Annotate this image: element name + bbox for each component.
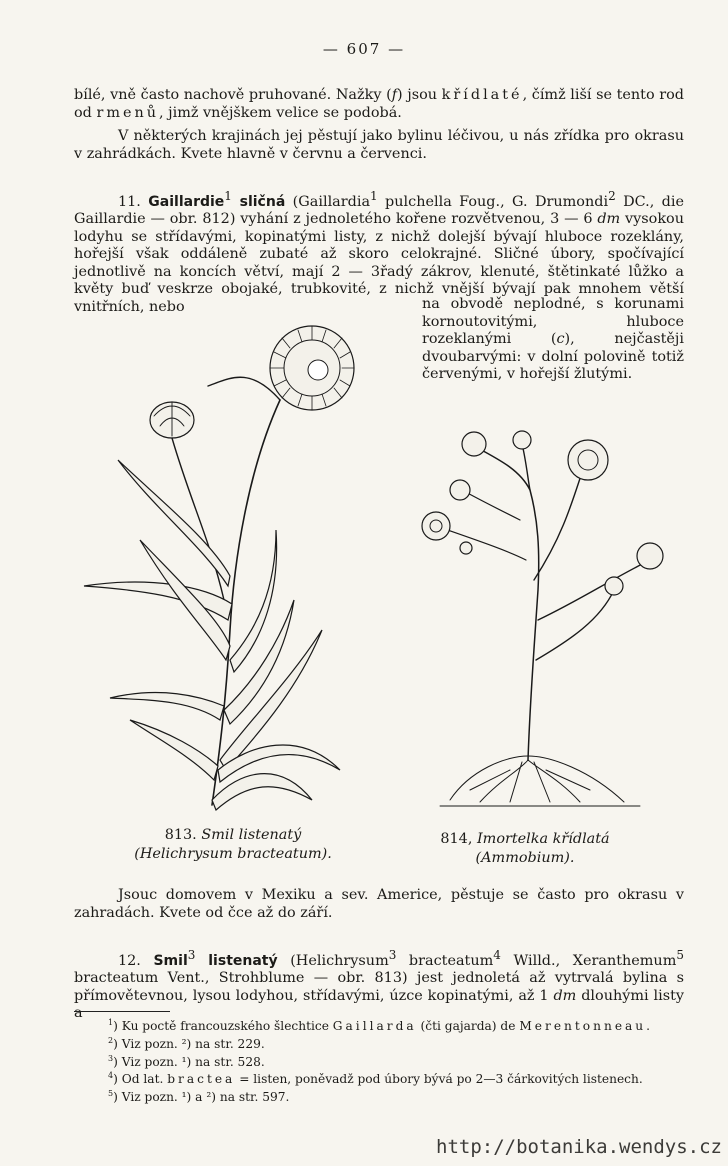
flower-head-icon bbox=[270, 326, 354, 410]
figure-813-caption: 813. Smil listenatý (Helichrysum bracteatum). bbox=[134, 827, 332, 862]
section-12-paragraph: 12. Smil$^3$ listenatý (Helichrysum$^3$ bracteatum$^4$ Willd., Xeranthemum$^5$ bracteatum Vent., Strohblume — obr. 813) jest jednoletá až vytrvalá bylina s přímovětevnou, lysou lodyhou, střídavými, úzce kopinatými, až 1 dm dlouhými listy a bbox=[74, 948, 685, 1022]
leaf-icon bbox=[440, 756, 640, 806]
page-number: — 607 — bbox=[322, 40, 406, 58]
section-heading: Gaillardie bbox=[148, 193, 225, 210]
footnote: $^5$) Viz pozn. ¹) a ²) na str. 597. bbox=[108, 1089, 290, 1105]
footnotes bbox=[108, 1016, 688, 1105]
footnote: $^1$) Ku poctě francouzského šlechtice Gaillarda (čti gajarda) de Merentonneau. bbox=[108, 1018, 651, 1034]
figure-814-caption: 814, Imortelka křídlatá (Ammobium). bbox=[440, 831, 610, 866]
section-11-paragraph: 11. Gaillardie$^1$ sličná (Gaillardia$^1$ pulchella Foug., G. Drumondi$^2$ DC., die Gaillardie — obr. 812) vyhání z jednoletého kořene rozvětvenou, 3 — 6 dm vysokou lodyhu se střídavými, kopinatými listy, z nichž dolejší bývají hluboce rozeklány, hořejší však oddáleně zubaté až skoro celokrajné. Sličné úbory, spočívající jednotlivě na koncích větví, mají 2 — 3řadý zákrov, klenuté, štětinkaté lůžko a květy buď veskrze obojaké, trubkovité, z nichž vnější bývají pak mnohem větší vnitřních, nebo bbox=[74, 189, 684, 315]
figure-813-illustration bbox=[80, 300, 380, 820]
bud-icon bbox=[150, 402, 194, 438]
source-url: http://botanika.wendys.cz bbox=[436, 1136, 722, 1158]
footnote: $^2$) Viz pozn. ²) na str. 229. bbox=[108, 1035, 265, 1051]
footnote: $^3$) Viz pozn. ¹) na str. 528. bbox=[108, 1053, 265, 1069]
footnote-divider bbox=[74, 1011, 170, 1012]
footnote: $^4$) Od lat. bractea = listen, poněvadž pod úbory bývá po 2—3 čárkovitých listenech. bbox=[108, 1071, 643, 1087]
home-paragraph: Jsouc domovem v Mexiku a sev. Americe, pěstuje se často pro okrasu v zahradách. Kvete od čce až do září. bbox=[74, 887, 684, 921]
leaf-icon bbox=[84, 460, 340, 810]
cultivation-paragraph: V některých krajinách jej pěstují jako bylinu léčivou, u nás zřídka pro okrasu v zahrádkách. Kvete hlavně v červnu a červenci. bbox=[74, 128, 684, 162]
section-number: 11. bbox=[118, 193, 141, 210]
section-heading: Smil bbox=[153, 952, 188, 969]
figure-814-illustration bbox=[410, 430, 690, 820]
section-11-continuation: na obvodě neplodné, s korunami kornoutovitými, hluboce rozeklanými (c), nejčastěji dvoubarvými: v dolní polovině totiž červenými, v hořejší žlutými. bbox=[422, 296, 684, 382]
intro-paragraph: bílé, vně často nachově pruhované. Nažky (f) jsou křídlaté, čímž liší se tento rod od rmenů, jimž vnějškem velice se podobá. bbox=[74, 87, 684, 121]
flower-head-icon bbox=[422, 431, 663, 595]
